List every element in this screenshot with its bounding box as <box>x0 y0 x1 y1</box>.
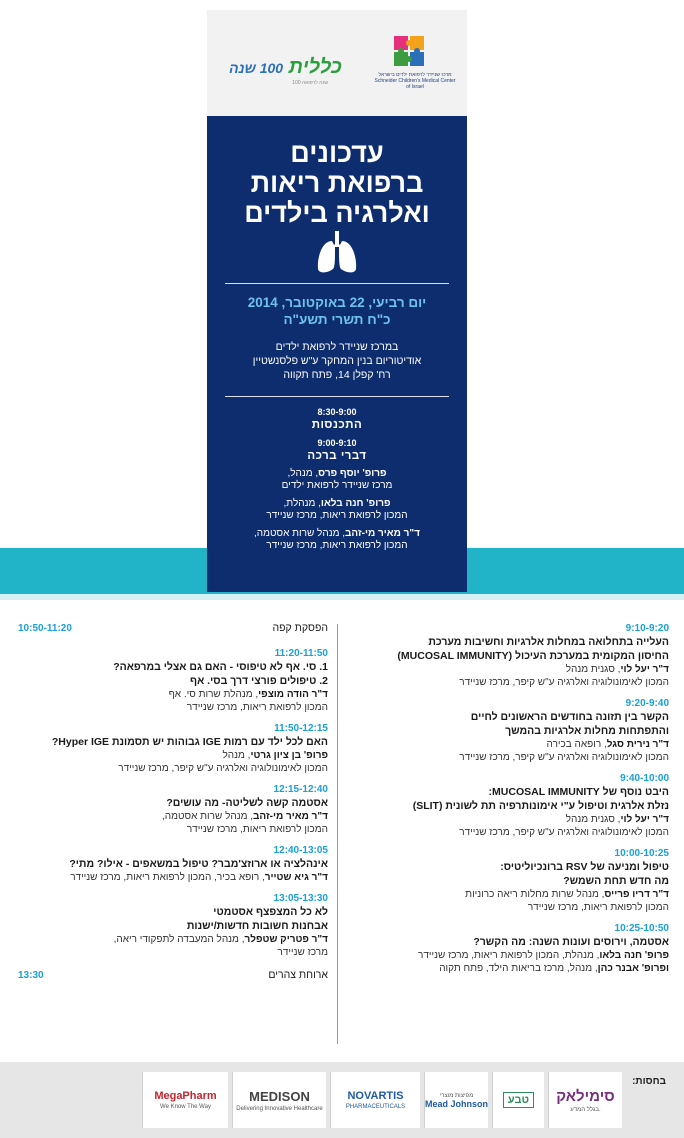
sponsor-sub: מפיצות מוצרי <box>439 1093 474 1099</box>
slot-title: מה חדש תחת השמש? <box>563 875 669 887</box>
slot-time: 11:50-12:15 <box>274 723 328 734</box>
speaker-name: ד"ר גיא שטייר <box>264 872 328 883</box>
speaker <box>207 528 467 552</box>
break-label: הפסקת קפה <box>272 622 328 634</box>
program-slot <box>18 892 328 959</box>
sponsor-name: MegaPharm <box>154 1090 217 1102</box>
speaker-role: , מנהלת שרות סי. אף <box>168 689 259 700</box>
event-date-gregorian: יום רביעי, 22 באוקטובר, 2014 <box>247 295 427 310</box>
sponsor-name: Mead Johnson <box>425 1099 489 1109</box>
speaker-role: , רופאה בכירה <box>546 739 607 750</box>
divider <box>225 396 449 397</box>
speaker-role: , סגנית מנהל <box>565 664 621 675</box>
slot-time: 9:40-10:00 <box>620 773 669 784</box>
program-slot <box>345 847 669 914</box>
event-title-line: עדכונים <box>290 138 384 168</box>
slot-title: 1. סי. אף לא טיפוסי - האם גם אצלי במרפאה? <box>113 661 328 673</box>
opening-schedule <box>207 406 467 558</box>
sponsor-logo <box>548 1072 622 1128</box>
slot-time: 10:00-10:25 <box>614 848 669 859</box>
slot-time: 12:40-13:05 <box>273 845 328 856</box>
program-slot <box>345 697 669 764</box>
slot-title: והתפתחות מחלות אלרגיות בהמשך <box>505 725 669 737</box>
speaker-name: פרופ' בן ציון גרטי <box>250 750 328 761</box>
break-label: ארוחת צהרים <box>268 969 328 981</box>
sponsor-sub: PHARMACEUTICALS <box>345 1104 406 1110</box>
program-slot <box>18 647 328 714</box>
event-title-line: ואלרגיה בילדים <box>244 198 430 228</box>
speaker-role: , מנהל שרות אסטמה, <box>254 528 346 539</box>
slot-speaker <box>18 688 328 701</box>
sponsor-name: MEDISON <box>249 1088 310 1104</box>
sponsor-sub: Delivering Innovative Healthcare <box>236 1105 323 1112</box>
speaker-role: , מנהל שרות אסטמה, <box>162 811 254 822</box>
speaker-role: , מנהל, <box>287 468 319 479</box>
slot-title: אינהלציה או ארוזצ'מבר? טיפול במשאפים - אילו? מתי? <box>69 858 328 870</box>
speaker-role: , מנהלת, <box>283 498 321 509</box>
slot-title: אסטמה קשה לשליטה- מה עושים? <box>166 797 328 809</box>
program-column-right <box>345 622 669 983</box>
program-slot <box>345 922 669 975</box>
event-date <box>207 294 467 328</box>
clalit-logo-sub: 100 שנה לרפואה <box>292 80 328 86</box>
slot-title: האם לכל ילד עם רמות IGE גבוהות יש תסמונת Hyper IGE? <box>51 736 328 748</box>
slot-title: החיסון המקומית במערכת העיכול (MUCOSAL IMMUNITY) <box>397 650 669 662</box>
slot-time: 10:50-11:20 <box>18 623 72 634</box>
teal-band-edge <box>0 594 684 600</box>
lungs-icon <box>314 229 360 275</box>
event-title <box>207 138 467 228</box>
slot-speaker <box>345 888 669 901</box>
schneider-logo-icon <box>390 34 432 70</box>
speaker-role: , רופא בכיר, המכון לרפואת ריאות, מרכז שניידר <box>70 872 265 883</box>
program-slot <box>18 783 328 836</box>
speaker-affiliation: מרכז שניידר לרפואת ילדים <box>281 480 393 491</box>
schedule-title: דברי ברכה <box>307 450 367 462</box>
schneider-logo-text: מרכז שניידר לרפואת ילדים בישראל Schneider Children's Medical Center of Israel <box>374 72 456 90</box>
speaker-name: ד"ר דריו פרייס <box>604 889 669 900</box>
slot-time: 9:10-9:20 <box>625 623 669 634</box>
speaker-role: , מנהל שרות מחלות ריאה כרוניות <box>465 889 605 900</box>
slot-time: 12:15-12:40 <box>273 784 328 795</box>
slot-time: 11:20-11:50 <box>274 648 328 659</box>
sponsor-logo <box>424 1072 488 1128</box>
column-divider <box>337 624 338 1044</box>
slot-speaker <box>18 871 328 884</box>
slot-title: אבחנות חשובות חדשות/ישנות <box>186 920 328 932</box>
speaker-name: ד"ר יעל לוי <box>620 664 669 675</box>
slot-speaker <box>345 663 669 676</box>
speaker-name: פרופ' חנה בלאו <box>320 498 391 509</box>
speaker-affiliation: המכון לאימונולוגיה ואלרגיה ע"ש קיפר, מרכז שניידר <box>459 827 669 838</box>
sponsor-logo <box>330 1072 420 1128</box>
schedule-time: 8:30-9:00 <box>317 407 357 417</box>
slot-speaker <box>345 949 669 962</box>
program-slot <box>18 844 328 884</box>
slot-speaker <box>18 810 328 823</box>
slot-speaker <box>18 749 328 762</box>
schedule-time: 9:00-9:10 <box>317 438 357 448</box>
speaker-name: ד"ר מאיר מי-זהב <box>345 528 420 539</box>
speaker-affiliation: המכון לרפואת ריאות, מרכז שניידר <box>527 902 669 913</box>
sponsors-footer <box>0 1062 684 1138</box>
slot-speaker <box>345 813 669 826</box>
speaker-affiliation: המכון לאימונולוגיה ואלרגיה ע"ש קיפר, מרכז שניידר <box>459 752 669 763</box>
speaker-name: פרופ' יוסף פרס <box>318 468 387 479</box>
sponsor-name: NOVARTIS <box>347 1090 404 1102</box>
slot-title: העלייה בתחלואה במחלות אלרגיות וחשיבות מערכת <box>428 636 669 648</box>
schedule-title: התכנסות <box>311 419 363 431</box>
slot-title: אסטמה, וירוסים ועונות השנה: מה הקשר? <box>473 936 669 948</box>
sponsor-logo <box>142 1072 228 1128</box>
event-date-hebrew: כ"ח תשרי תשע"ה <box>283 312 391 327</box>
sponsor-name: סימילאק <box>556 1087 615 1105</box>
speaker-affiliation: מרכז שניידר <box>277 947 328 958</box>
speaker-role: , מנהל <box>222 750 251 761</box>
slot-speaker <box>345 738 669 751</box>
speaker-name: ופרופ' אבנר כהן <box>597 963 669 974</box>
slot-speaker <box>18 933 328 946</box>
speaker-role: , מנהלת, המכון לרפואת ריאות, מרכז שניידר <box>418 950 600 961</box>
divider <box>225 283 449 284</box>
slot-title: 2. טיפולים פורצי דרך בסי. אף <box>190 675 328 687</box>
speaker-affiliation: המכון לאימונולוגיה ואלרגיה ע"ש קיפר, מרכז שניידר <box>118 763 328 774</box>
venue-line: רח' קפלן 14, פתח תקווה <box>283 369 391 381</box>
lunch-break <box>18 969 328 982</box>
speaker-affiliation: המכון לרפואת ריאות, מרכז שניידר <box>186 824 328 835</box>
speaker-name: ד"ר פטריק שטפלר <box>244 934 328 945</box>
speaker-name: ד"ר יעל לוי <box>620 814 669 825</box>
clalit-logo-text: כללית 100 שנה <box>229 56 342 78</box>
venue-line: אודיטוריום בנין המחקר ע"ש פלסנשטיין <box>252 355 422 367</box>
slot-speaker <box>345 962 669 975</box>
speaker-role: , מנהל המעבדה לתפקודי ריאה, <box>113 934 245 945</box>
speaker-affiliation: המכון לאימונולוגיה ואלרגיה ע"ש קיפר, מרכז שניידר <box>459 677 669 688</box>
slot-title: הקשר בין תזונה בחודשים הראשונים לחיים <box>470 711 669 723</box>
sponsor-sub: בגלל המדע. <box>570 1106 601 1113</box>
speaker-name: ד"ר נירית סגל <box>606 739 669 750</box>
speaker-name: פרופ' חנה בלאו <box>599 950 669 961</box>
slot-time: 9:20-9:40 <box>625 698 669 709</box>
slot-time: 13:05-13:30 <box>273 893 328 904</box>
speaker-name: ד"ר מאיר מי-זהב <box>253 811 328 822</box>
slot-title: לא כל המצפצף אסטמטי <box>213 906 328 918</box>
sponsor-sub: We Know The Way <box>160 1104 211 1110</box>
program-slot <box>345 772 669 839</box>
clalit-logo <box>224 56 350 90</box>
sponsor-logo <box>492 1072 544 1128</box>
event-venue <box>207 340 467 382</box>
slot-title: היבט נוסף של MUCOSAL IMMUNITY: <box>488 786 669 798</box>
sponsors-label: בחסות: <box>632 1076 666 1087</box>
speaker-affiliation: המכון לרפואת ריאות, מרכז שניידר <box>266 510 408 521</box>
sponsor-logo <box>232 1072 326 1128</box>
slot-title: נזלת אלרגית וטיפול ע"י אימונותרפיה תת לשונית (SLIT) <box>412 800 669 812</box>
speaker <box>207 498 467 522</box>
coffee-break <box>18 622 328 635</box>
speaker-affiliation: המכון לרפואת ריאות, מרכז שניידר <box>186 702 328 713</box>
speaker-role: , סגנית מנהל <box>565 814 621 825</box>
program-slot <box>345 622 669 689</box>
speaker-role: , מנהל, מרכז בריאות הילד, פתח תקוה <box>439 963 598 974</box>
speaker-affiliation: המכון לרפואת ריאות, מרכז שניידר <box>266 540 408 551</box>
slot-time: 13:30 <box>18 970 44 981</box>
event-card <box>207 116 467 592</box>
speaker-name: ד"ר הודה מוצפי <box>258 689 328 700</box>
speaker <box>207 468 467 492</box>
venue-line: במרכז שניידר לרפואת ילדים <box>275 341 399 353</box>
program-column-left <box>18 622 328 990</box>
slot-time: 10:25-10:50 <box>614 923 669 934</box>
slot-title: טיפול ומניעה של RSV ברונכיוליטיס: <box>500 861 669 873</box>
event-title-line: ברפואת ריאות <box>250 168 424 198</box>
program-slot <box>18 722 328 775</box>
sponsor-name: טבע <box>503 1092 534 1108</box>
